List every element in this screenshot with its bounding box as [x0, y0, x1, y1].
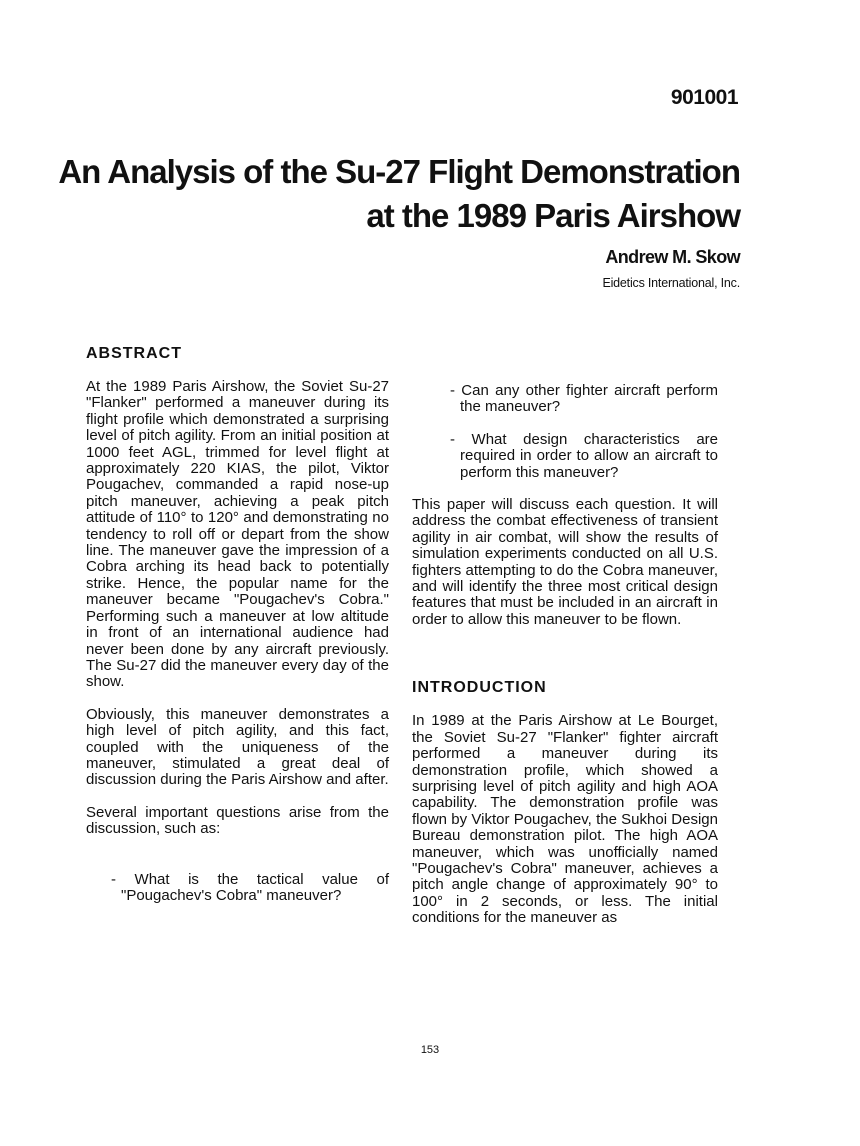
question-2: - Can any other fighter aircraft perform the maneuver?: [450, 382, 718, 416]
title-line-1: An Analysis of the Su-27 Flight Demonstration: [58, 153, 740, 190]
author-affiliation: Eidetics International, Inc.: [602, 276, 740, 290]
abstract-paragraph-2: Obviously, this maneuver demonstrates a high level of pitch agility, and this fact, coupled with the uniqueness of the maneuver, stimulated a great deal of discussion during the Paris Airshow and after.: [86, 705, 389, 789]
question-1: - What is the tactical value of "Pougachev's Cobra" maneuver?: [111, 870, 389, 904]
title-line-2: at the 1989 Paris Airshow: [366, 197, 740, 234]
abstract-heading: ABSTRACT: [86, 345, 182, 362]
abstract-paragraph-1: At the 1989 Paris Airshow, the Soviet Su-27 "Flanker" performed a maneuver during its flight profile which demonstrated a surprising level of pitch agility. From an initial position at 1000 feet AGL, trimmed for level flight at approximately 220 KIAS, the pilot, Viktor Pougachev, commanded a rapid nose-up pitch maneuver, achieving a peak pitch attitude of 110° to 120° and demonstrating no tendency to roll off or depart from the show line. The maneuver gave the impression of a Cobra arching its head back to potentially strike. Hence, the popular name for the maneuver became "Pougachev's Cobra." Performing such a maneuver at low altitude in front of an international audience had never been done by any aircraft previously. The Su-27 did the maneuver every day of the show.: [86, 378, 389, 691]
author-name: Andrew M. Skow: [605, 247, 740, 267]
abstract-paragraph-3: Several important questions arise from the discussion, such as:: [86, 803, 389, 838]
abstract-paragraph-4: This paper will discuss each question. It will address the combat effectiveness of transient agility in air combat, will show the results of simulation experiments conducted on all U.S. fighters attempting to do the Cobra maneuver, and will identify the three most critical design features that must be included in an aircraft in order to allow this maneuver to be flown.: [412, 496, 718, 628]
right-column: [412, 383, 718, 943]
left-column: [86, 344, 389, 920]
introduction-heading: INTRODUCTION: [412, 679, 547, 697]
introduction-paragraph-1: In 1989 at the Paris Airshow at Le Bourget, the Soviet Su-27 "Flanker" fighter aircraft performed a maneuver during its demonstration profile, which showed a surprising level of pitch agility and high AOA capability. The demonstration profile was flown by Viktor Pougachev, the Sukhoi Design Bureau demonstration pilot. The high AOA maneuver, which was unofficially named "Pougachev's Cobra" maneuver, achieves a pitch angle change of approximately 90° to 100° in 2 seconds, or less. The initial conditions for the maneuver as: [412, 712, 718, 927]
paper-title: [40, 150, 740, 238]
question-3: - What design characteristics are required in order to allow an aircraft to perform this maneuver?: [450, 430, 718, 481]
paper-number: 901001: [670, 86, 738, 109]
page-number: 153: [420, 1044, 440, 1056]
